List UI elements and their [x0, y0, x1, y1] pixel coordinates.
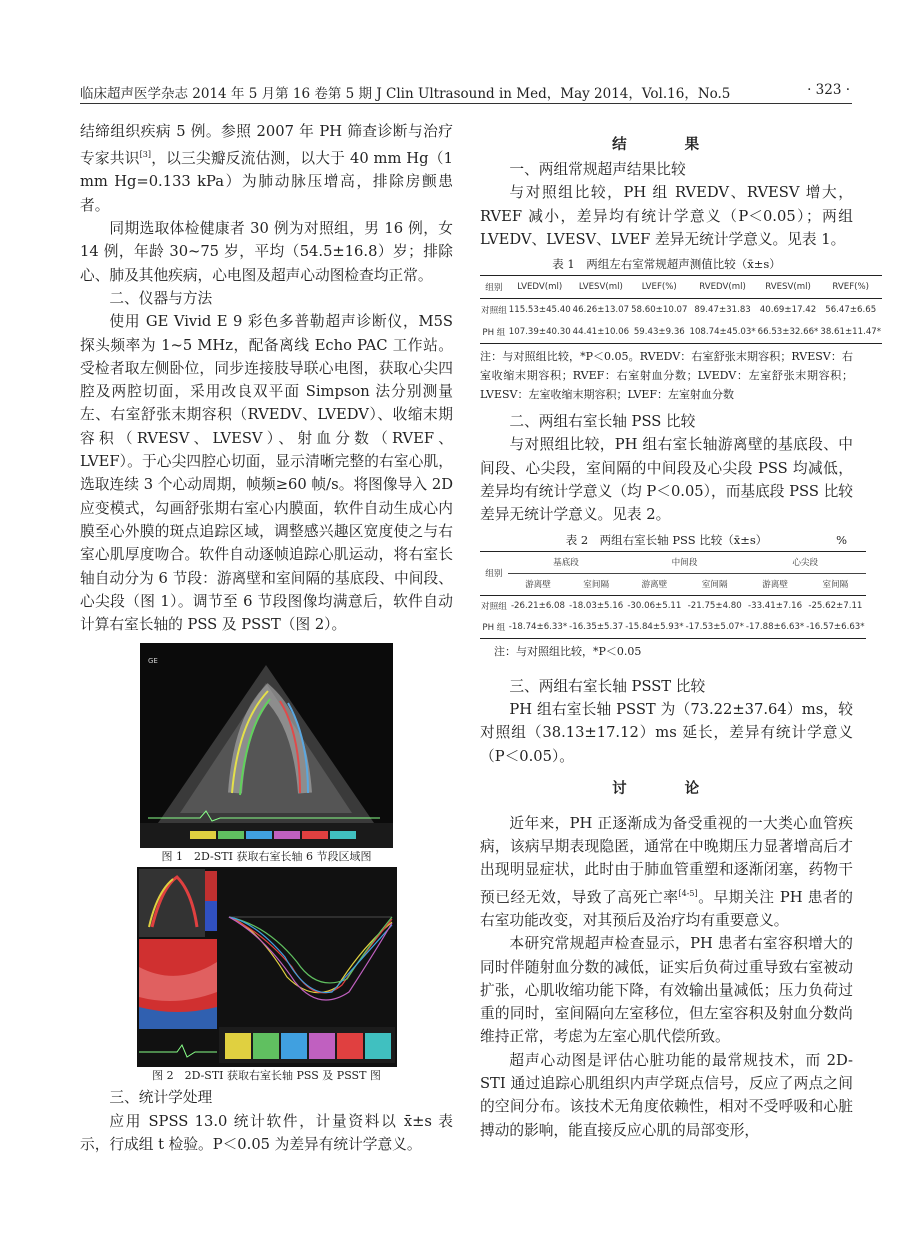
table-row	[480, 299, 882, 322]
table-header: RVEDV(ml)	[688, 276, 756, 299]
table-1-caption: 表 1 两组左右室常规超声测值比较（x̄±s）	[552, 257, 781, 272]
table-header: LVEDV(ml)	[508, 276, 572, 299]
table-2-sub-row	[480, 573, 866, 595]
table-cell: -33.41±7.16	[748, 601, 803, 612]
para-right-3: PH 组右室长轴 PSST 为（73.22±37.64）ms，较对照组（38.13±17.12）ms 延长，差异有统计学意义（P＜0.05）。	[480, 700, 853, 765]
table-header: 游离壁	[508, 573, 568, 595]
table-1-note: 注：与对照组比较，*P＜0.05。RVEDV：右室舒张末期容积；RVESV：右室收缩末期容积；RVEF：右室射血分数；LVEDV：左室舒张末期容积；LVESV：左室收缩末期容积；LVEF：左室射血分数	[480, 350, 853, 402]
table-cell: 38.61±11.47*	[819, 321, 882, 344]
table-cell: 108.74±45.03*	[688, 321, 756, 344]
table-cell: -15.84±5.93*	[624, 617, 684, 639]
table-1	[480, 275, 882, 344]
para-right-1: 与对照组比较，PH 组 RVEDV、RVESV 增大，RVEF 减小，差异均有统计学意义（P＜0.05）；两组 LVEDV、LVESV、LVEF 差异无统计学意义。见表 1。	[480, 184, 853, 248]
figure-2-caption: 图 2 2D-STI 获取右室长轴 PSS 及 PSST 图	[152, 1069, 381, 1083]
table-2-caption: 表 2 两组右室长轴 PSS 比较（x̄±s） %	[565, 532, 847, 547]
para-left-1: 结缔组织疾病 5 例。参照 2007 年 PH 筛查诊断与治疗专家共识[3]，以三尖瓣反流估测，以大于 40 mm Hg（1 mm Hg=0.133 kPa）为肺动脉压增高，排除房颤患者。	[80, 123, 453, 214]
table-header: 基底段	[508, 551, 624, 573]
table-header: 游离壁	[745, 573, 805, 595]
para-left-2: 同期选取体检健康者 30 例为对照组，男 16 例，女 14 例，年龄 30~75 岁，平均（54.5±16.8）岁；排除心、肺及其他疾病，心电图及超声心动图检查均正常。	[80, 220, 453, 284]
results-title: 结 果	[612, 136, 721, 153]
table-row	[480, 595, 866, 617]
table-header: 室间隔	[685, 573, 745, 595]
heading-results-3: 三、两组右室长轴 PSST 比较	[509, 677, 706, 695]
table-header: 心尖段	[745, 551, 866, 573]
table-cell: -16.35±5.37	[568, 617, 624, 639]
table-cell: -30.06±5.11	[627, 601, 682, 612]
para-right-5: 本研究常规超声检查显示，PH 患者右室容积增大的同时伴随射血分数的减低，证实后负荷过重导致右室被动扩张，心肌收缩功能下降，有效输出量减低；压力负荷过重的同时，室间隔向左室移位，但左室容积及射血分数尚维持正常，考虑为左室心肌代偿所致。	[480, 935, 853, 1046]
table-cell: 59.43±9.36	[630, 321, 688, 344]
right-column	[480, 120, 882, 1142]
para-left-4: 应用 SPSS 13.0 统计软件，计量资料以 x̄±s 表示，行成组 t 检验。P＜0.05 为差异有统计学意义。	[80, 1112, 453, 1154]
heading-results-2: 二、两组右室长轴 PSS 比较	[509, 413, 696, 431]
para-right-6: 超声心动图是评估心脏功能的最常规技术，而 2D-STI 通过追踪心肌组织内声学斑点信号，反应了两点之间的空间分布。该技术无角度依赖性，相对不受呼吸和心脏搏动的影响，能直接反应心肌的局部变形，	[480, 1051, 853, 1139]
heading-results-1: 一、两组常规超声结果比较	[509, 161, 686, 178]
table-cell: 46.26±13.07	[572, 305, 630, 316]
table-header: RVEF(%)	[819, 276, 882, 299]
echo-image-icon	[140, 643, 393, 848]
table-cell: -26.21±6.08	[510, 601, 565, 612]
ref-4-5[interactable]: [4-5]	[678, 888, 698, 898]
table-cell: -18.03±5.16	[569, 601, 624, 612]
journal-citation: 临床超声医学杂志 2014 年 5 月第 16 卷第 5 期 J Clin Ultrasound in Med，May 2014，Vol.16，No.5	[80, 86, 731, 102]
table-header: 室间隔	[568, 573, 624, 595]
heading-statistics: 三、统计学处理	[109, 1089, 213, 1107]
table-cell: -25.62±7.11	[808, 601, 863, 612]
figure-2	[137, 867, 397, 1067]
table-cell: -18.74±6.33*	[508, 617, 568, 639]
table-cell: PH 组	[480, 617, 508, 639]
table-row	[480, 617, 866, 639]
table-cell: 对照组	[481, 602, 507, 613]
table-cell: 115.53±45.40	[508, 305, 571, 316]
para-right-4: 近年来，PH 正逐渐成为备受重视的一大类心血管疾病，该病早期表现隐匿，通常在中晚期压力显著增高后才出现明显症状，此时由于肺血管重塑和逐渐闭塞，药物干预已经无效，导致了高死亡率[4-5]。早期关注 PH 患者的右室功能改变，对其预后及治疗均有重要意义。	[480, 814, 853, 929]
para-right-2: 与对照组比较，PH 组右室长轴游离壁的基底段、中间段、心尖段，室间隔的中间段及心尖段 PSS 均减低，差异均有统计学意义（均 P＜0.05），而基底段 PSS 比较差异无统计学意义。见表 2。	[480, 436, 853, 524]
ref-3[interactable]: [3]	[139, 150, 151, 160]
header-rule	[80, 103, 852, 104]
table-header: LVEF(%)	[630, 276, 688, 299]
figure-1-caption: 图 1 2D-STI 获取右室长轴 6 节段区域图	[161, 850, 372, 864]
para-left-3: 使用 GE Vivid E 9 彩色多普勒超声诊断仪，M5S 探头频率为 1~5 MHz，配备离线 Echo PAC 工作站。受检者取左侧卧位，同步连接肢导联心电图，获取心尖四腔及两腔切面，采用改良双平面 Simpson 法分别测量左、右室舒张末期容积（RVEDV、LVEDV）、收缩末期容积（RVESV、LVESV）、射血分数（RVEF、LVEF）。于心尖四腔心切面，显示清晰完整的右室心肌，选取连续 3 个心动周期，帧频≥60 帧/s。将图像导入 2D 应变模式，勾画舒张期右室心内膜面，软件自动生成心内膜至心外膜的斑点追踪区域，调整感兴趣区宽度使之与右室心肌厚度吻合。软件自动逐帧追踪心肌运动，将右室长轴自动分为 6 节段：游离壁和室间隔的基底段、中间段、心尖段（图 1）。调节至 6 节段图像均满意后，软件自动计算右室长轴的 PSS 及 PSST（图 2）。	[80, 313, 453, 634]
table-1-header-row	[480, 276, 882, 299]
table-header: 中间段	[624, 551, 745, 573]
table-cell: -16.57±6.63*	[805, 617, 865, 639]
table-cell: -17.53±5.07*	[685, 617, 745, 639]
table-header: 游离壁	[624, 573, 684, 595]
table-2-note: 注：与对照组比较，*P＜0.05	[494, 644, 642, 658]
table-row	[480, 321, 882, 344]
table-cell: 44.41±10.06	[572, 321, 630, 344]
svg-text:GE: GE	[148, 657, 158, 666]
table-cell: 40.69±17.42	[759, 305, 817, 316]
table-header: 组别	[480, 276, 508, 299]
table-cell: -21.75±4.80	[687, 601, 742, 612]
table-header: RVESV(ml)	[757, 276, 820, 299]
figure-1	[140, 643, 393, 848]
heading-methods: 二、仪器与方法	[109, 289, 213, 307]
discussion-title: 讨 论	[612, 779, 721, 797]
strain-curve-image-icon	[137, 867, 397, 1067]
page-number: · 323 ·	[807, 82, 850, 98]
table-cell: 66.53±32.66*	[757, 321, 820, 344]
table-header: LVESV(ml)	[572, 276, 630, 299]
table-cell: 58.60±10.07	[631, 305, 688, 316]
table-2-group-row	[480, 551, 866, 573]
table-cell: 107.39±40.30	[508, 321, 572, 344]
table-cell: -17.88±6.63*	[745, 617, 805, 639]
table-header: 室间隔	[805, 573, 865, 595]
table-cell: 89.47±31.83	[694, 305, 751, 316]
table-cell: 56.47±6.65	[825, 305, 877, 316]
table-cell: 对照组	[481, 306, 507, 317]
left-column	[80, 120, 453, 1156]
table-2	[480, 551, 866, 639]
table-header: 组别	[480, 551, 508, 595]
table-cell: PH 组	[480, 321, 508, 344]
table-2-unit: %	[836, 532, 847, 547]
